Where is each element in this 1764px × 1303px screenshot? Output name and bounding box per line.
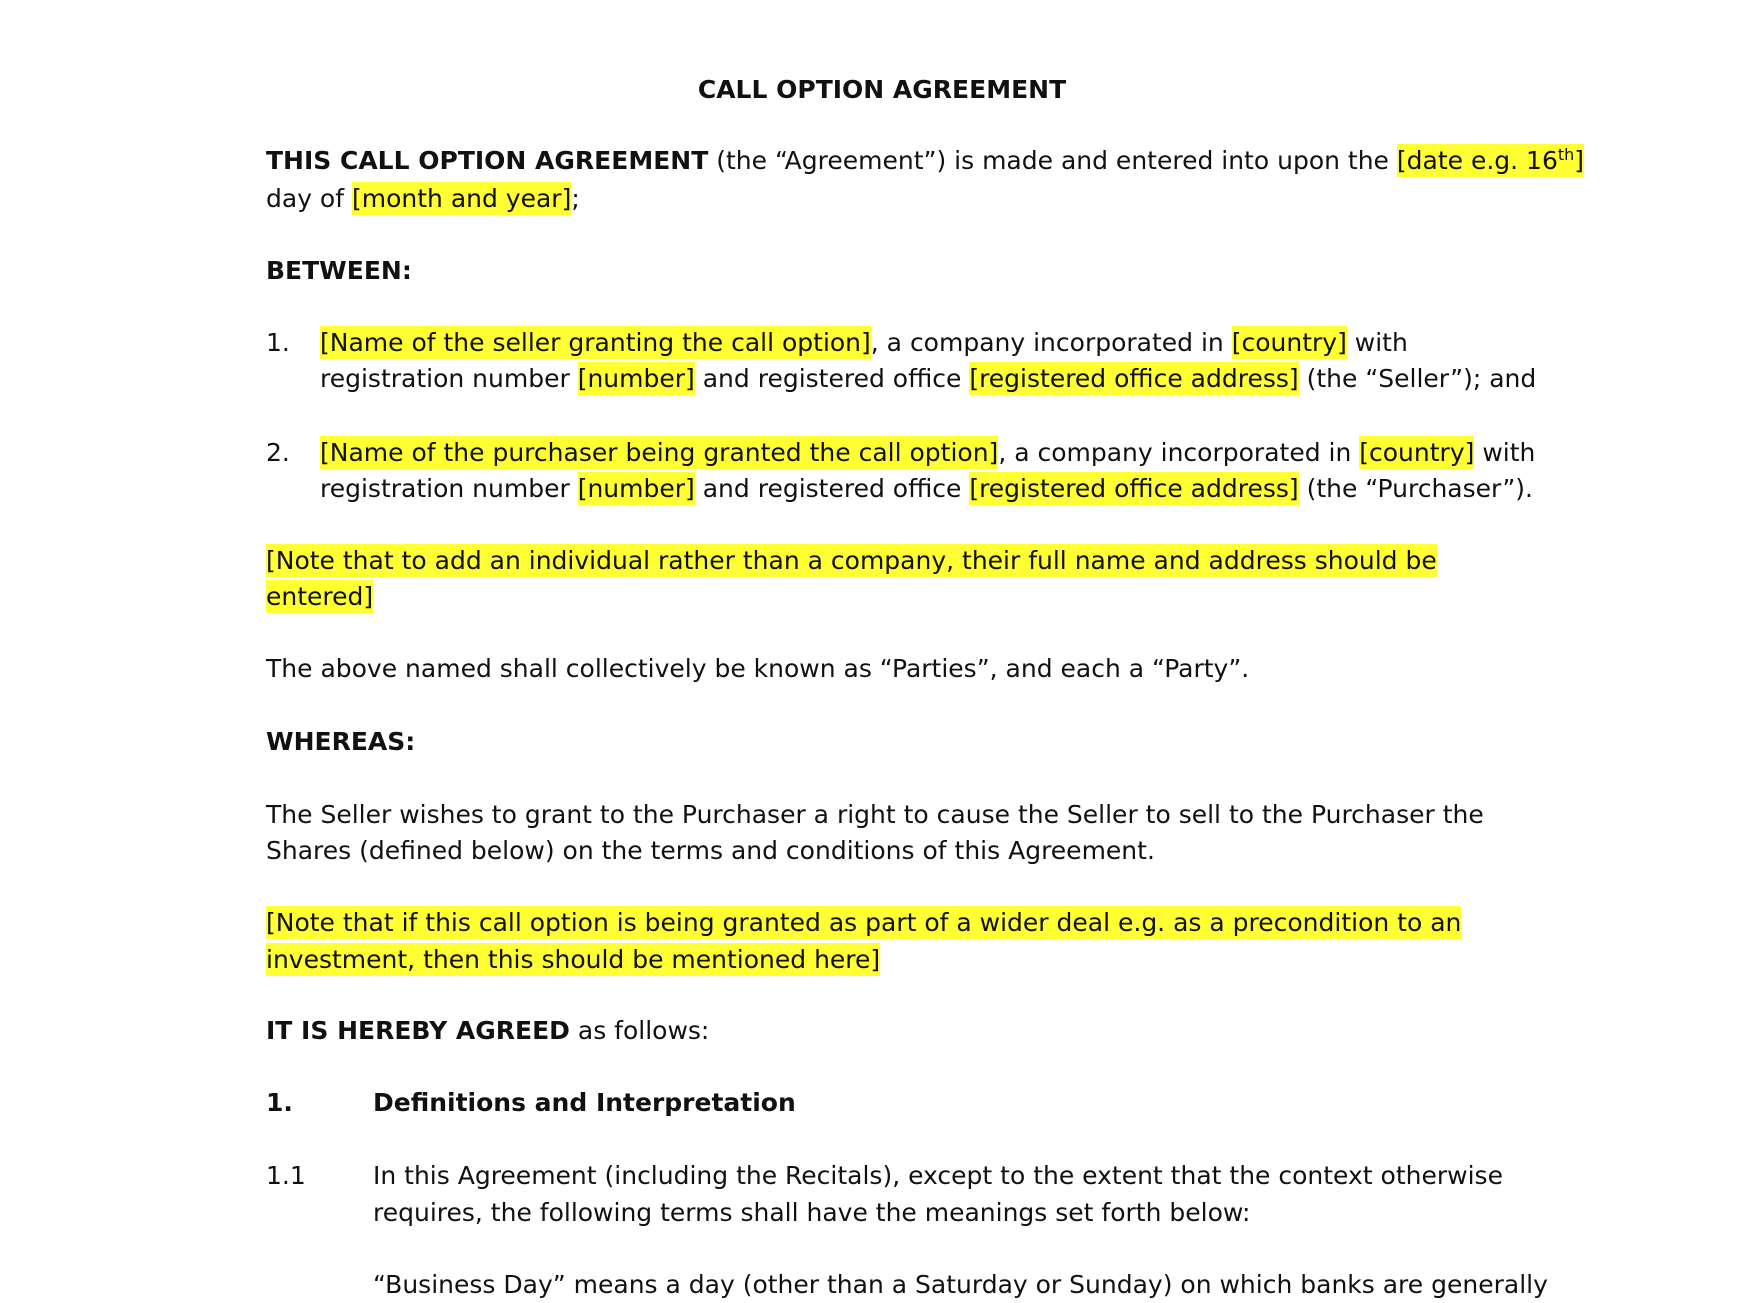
party-1-text: registration number xyxy=(320,364,578,393)
party-2-text: registration number xyxy=(320,474,578,503)
section-1-heading: Definitions and Interpretation xyxy=(373,1088,796,1117)
party-2-number-placeholder: [number] xyxy=(577,474,695,503)
intro-lead: THIS CALL OPTION AGREEMENT xyxy=(266,146,709,175)
intro-line-2 xyxy=(266,181,580,217)
party-1-number: 1. xyxy=(266,328,290,357)
collective-text: The above named shall collectively be known as “Parties”, and each a “Party”. xyxy=(266,654,1250,683)
party-2-text: (the “Purchaser”). xyxy=(1298,474,1534,503)
party-2-text: , a company incorporated in xyxy=(998,438,1360,467)
agreed-rest: as follows: xyxy=(569,1016,710,1045)
party-1-line-2 xyxy=(320,361,1536,397)
party-2-office-placeholder: [registered office address] xyxy=(969,474,1299,503)
recital-line-2: Shares (defined below) on the terms and conditions of this Agreement. xyxy=(266,836,1155,865)
party-2-number: 2. xyxy=(266,438,290,467)
party-1-text: , a company incorporated in xyxy=(870,328,1232,357)
agreed-bold: IT IS HEREBY AGREED xyxy=(266,1016,570,1045)
party-1-line-1 xyxy=(320,325,1408,361)
party-1-office-placeholder: [registered office address] xyxy=(969,364,1299,393)
recital-line-1: The Seller wishes to grant to the Purchaser a right to cause the Seller to sell to the Purchaser the xyxy=(266,800,1484,829)
party-2-line-2 xyxy=(320,471,1533,507)
date-placeholder-text: [date e.g. 16 xyxy=(1396,146,1558,175)
note-1-text: entered] xyxy=(266,582,374,611)
party-1-number-placeholder: [number] xyxy=(577,364,695,393)
party-2-text: with xyxy=(1474,438,1536,467)
date-placeholder xyxy=(1397,144,1584,177)
business-day-definition: “Business Day” means a day (other than a Saturday or Sunday) on which banks are generally xyxy=(373,1270,1548,1299)
intro-text: (the “Agreement”) is made and entered into upon the xyxy=(708,146,1397,175)
between-heading: BETWEEN: xyxy=(266,256,412,285)
party-1-country-placeholder: [country] xyxy=(1231,328,1347,357)
note-2-line-1 xyxy=(266,905,1461,941)
whereas-heading: WHEREAS: xyxy=(266,727,416,756)
intro-line-1 xyxy=(266,143,1584,179)
note-1-text: [Note that to add an individual rather than a company, their full name and address should be xyxy=(266,546,1437,575)
month-placeholder: [month and year] xyxy=(351,184,572,213)
party-1-text: and registered office xyxy=(694,364,970,393)
agreed-line xyxy=(266,1013,709,1049)
party-2-name-placeholder: [Name of the purchaser being granted the call option] xyxy=(320,438,999,467)
note-1-line-1 xyxy=(266,543,1437,579)
intro-day-of: day of xyxy=(266,184,352,213)
note-2-text: investment, then this should be mentioned here] xyxy=(266,945,881,974)
party-2-country-placeholder: [country] xyxy=(1359,438,1475,467)
party-1-name-placeholder: [Name of the seller granting the call option] xyxy=(320,328,871,357)
document-title: CALL OPTION AGREEMENT xyxy=(697,75,1067,104)
date-placeholder-end: ] xyxy=(1574,146,1585,175)
note-2-text: [Note that if this call option is being granted as part of a wider deal e.g. as a precondition to an xyxy=(266,908,1462,937)
party-1-text: with xyxy=(1346,328,1408,357)
party-2-text: and registered office xyxy=(694,474,970,503)
clause-1-1-line-1: In this Agreement (including the Recitals), except to the extent that the context otherwise xyxy=(373,1161,1503,1190)
clause-1-1-line-2: requires, the following terms shall have the meanings set forth below: xyxy=(373,1198,1251,1227)
note-1-line-2 xyxy=(266,579,373,615)
date-superscript: th xyxy=(1557,145,1575,164)
section-1-number: 1. xyxy=(266,1088,293,1117)
clause-1-1-number: 1.1 xyxy=(266,1161,306,1190)
party-1-text: (the “Seller”); and xyxy=(1298,364,1537,393)
party-2-line-1 xyxy=(320,435,1535,471)
intro-semicolon: ; xyxy=(571,184,580,213)
note-2-line-2 xyxy=(266,942,880,978)
